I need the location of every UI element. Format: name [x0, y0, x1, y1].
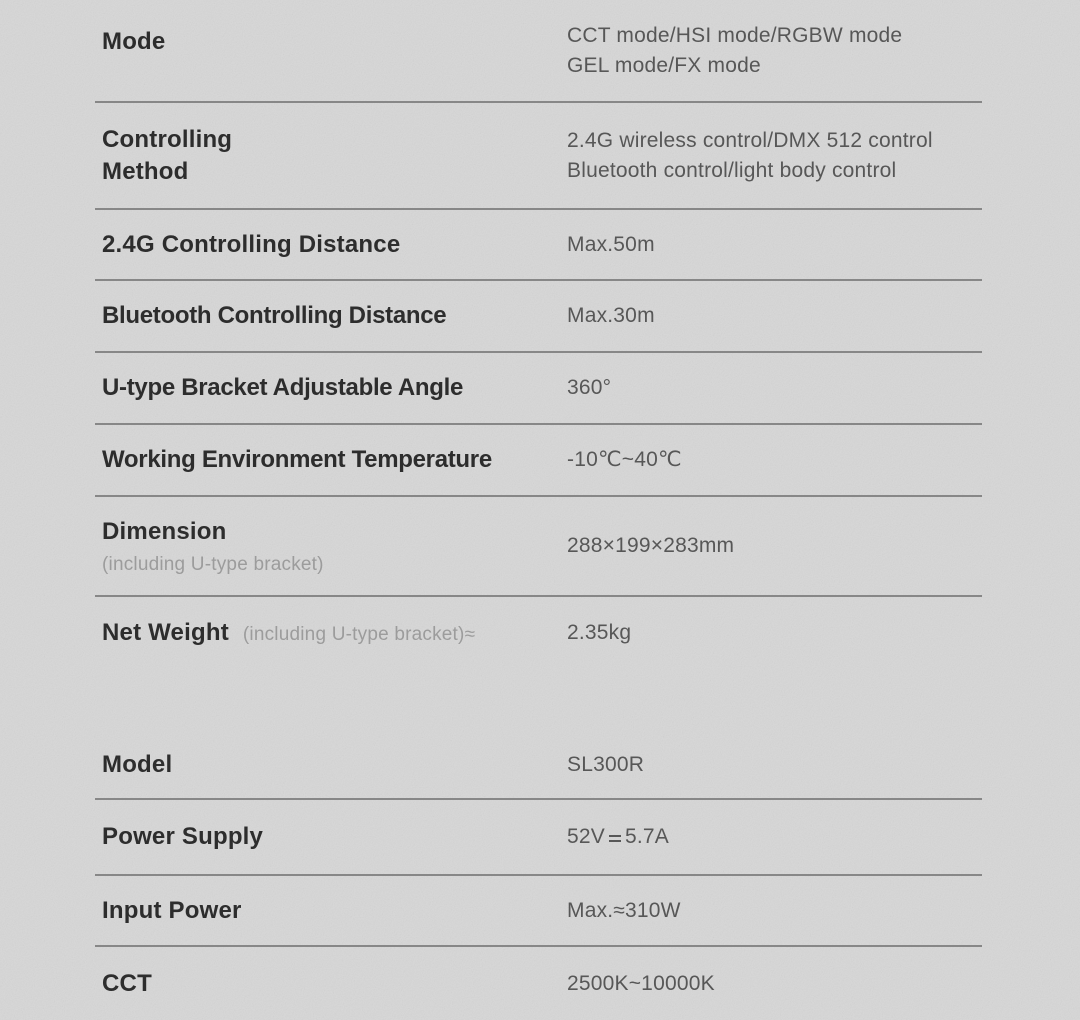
spec-row-net-weight	[95, 597, 982, 668]
spec-row-working-environment-temperature	[95, 425, 982, 497]
spec-row-dimension	[95, 497, 982, 597]
spec-row-u-type-bracket-angle	[95, 353, 982, 425]
spec-value: 360°	[567, 376, 612, 399]
spec-table	[95, 0, 982, 1020]
spec-label: CCT	[102, 969, 152, 997]
spec-value: Max.30m	[567, 304, 655, 327]
spec-value-prefix: 52V	[567, 825, 605, 848]
spec-label: Working Environment Temperature	[102, 446, 492, 473]
spec-label: U-type Bracket Adjustable Angle	[102, 374, 464, 401]
spec-value: 2500K~10000K	[567, 971, 715, 995]
spec-label: Mode	[102, 28, 166, 55]
spec-label: 2.4G Controlling Distance	[102, 230, 401, 258]
spec-label-line: Method	[102, 157, 189, 185]
spec-label: Net Weight	[102, 618, 229, 646]
spec-row-input-power	[95, 876, 982, 947]
section-gap	[95, 668, 982, 732]
spec-row-model	[95, 732, 982, 800]
spec-row-cct	[95, 947, 982, 1020]
spec-label	[102, 124, 567, 188]
spec-value-line: CCT mode/HSI mode/RGBW mode	[567, 23, 903, 47]
spec-value: 288×199×283mm	[567, 534, 735, 557]
spec-value: -10℃~40℃	[567, 448, 682, 471]
spec-value: Max.≈310W	[567, 898, 681, 922]
spec-label-note: (including U-type bracket)	[102, 554, 324, 575]
spec-value-suffix: 5.7A	[624, 825, 669, 848]
spec-label: Bluetooth Controlling Distance	[102, 302, 447, 329]
spec-value	[567, 21, 982, 81]
dc-symbol-icon	[608, 832, 622, 844]
spec-row-controlling-method	[95, 103, 982, 210]
spec-row-power-supply	[95, 800, 982, 876]
spec-label: Power Supply	[102, 823, 264, 850]
spec-label: Input Power	[102, 896, 242, 924]
spec-value	[567, 822, 982, 852]
spec-value: SL300R	[567, 753, 645, 776]
spec-row-mode	[95, 0, 982, 103]
spec-value	[567, 126, 982, 186]
spec-row-24g-controlling-distance	[95, 210, 982, 281]
spec-value-line: Bluetooth control/light body control	[567, 158, 897, 182]
spec-value-line: GEL mode/FX mode	[567, 53, 761, 77]
spec-value: 2.35kg	[567, 620, 632, 644]
spec-label: Dimension	[102, 518, 227, 545]
spec-label-line: Controlling	[102, 125, 233, 153]
spec-row-bluetooth-controlling-distance	[95, 281, 982, 353]
spec-value: Max.50m	[567, 232, 655, 256]
spec-label: Model	[102, 751, 173, 778]
spec-value-line: 2.4G wireless control/DMX 512 control	[567, 128, 933, 152]
spec-label-note: (including U-type bracket)≈	[242, 623, 476, 645]
spec-label-group	[102, 516, 567, 576]
spec-label-group	[102, 617, 567, 649]
